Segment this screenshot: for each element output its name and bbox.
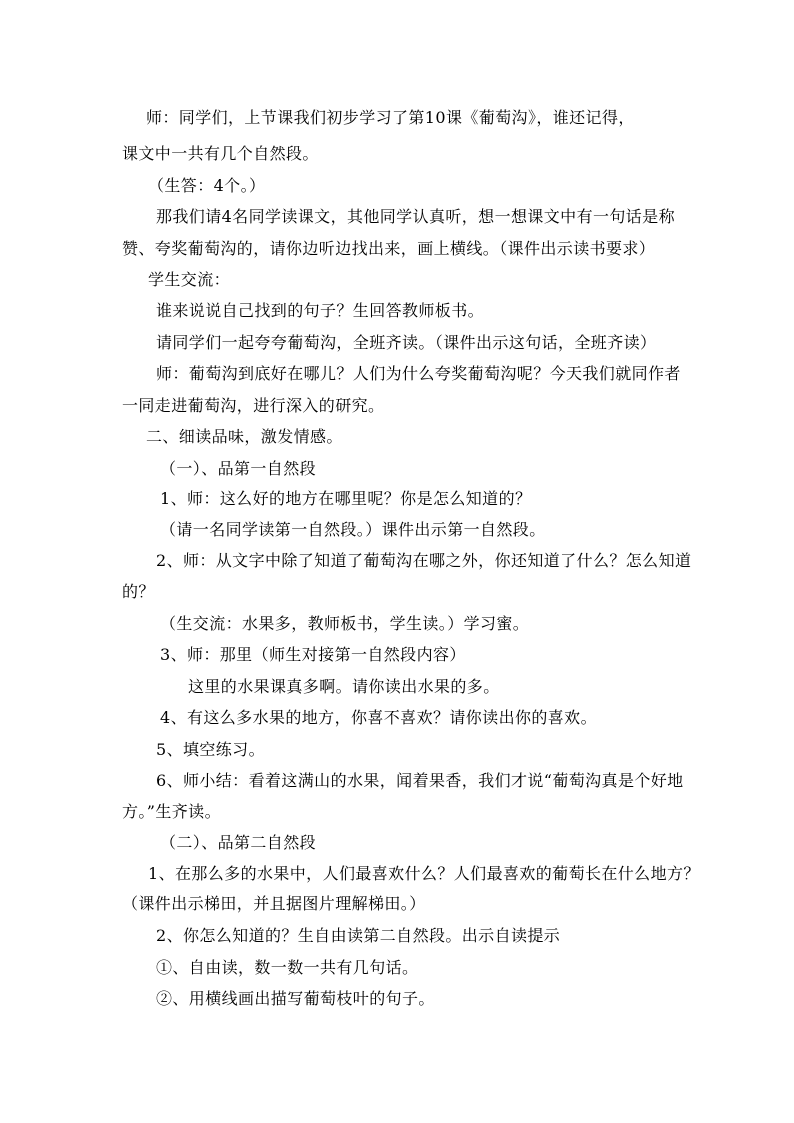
text-line: 的？ [122, 582, 155, 601]
text-line: 2、师：从文字中除了知道了葡萄沟在哪之外，你还知道了什么？怎么知道 [156, 551, 692, 570]
text-line: 课文中一共有几个自然段。 [122, 144, 319, 163]
text-line: 二、细读品味，激发情感。 [146, 427, 343, 446]
text-line: 师：葡萄沟到底好在哪儿？人们为什么夸奖葡萄沟呢？今天我们就同作者 [156, 364, 681, 383]
text-line: 一同走进葡萄沟，进行深入的研究。 [122, 396, 385, 415]
text-line: 2、你怎么知道的？生自由读第二自然段。出示自读提示 [156, 926, 561, 945]
text-line: 赞、夸奖葡萄沟的，请你边听边找出来，画上横线。（课件出示读书要求） [122, 239, 656, 258]
text-line: （生答：4个。） [148, 176, 266, 195]
text-line: 那我们请4名同学读课文，其他同学认真听，想一想课文中有一句话是称 [156, 207, 675, 226]
text-line: （二）、品第二自然段 [160, 833, 317, 852]
text-line: 请同学们一起夸夸葡萄沟，全班齐读。（课件出示这句话，全班齐读） [156, 333, 657, 352]
text-line: 6、师小结：看着这满山的水果，闻着果香，我们才说“葡萄沟真是个好地 [156, 771, 684, 790]
text-line: ②、用横线画出描写葡萄枝叶的句子。 [156, 989, 435, 1008]
text-line: 3、师：那里（师生对接第一自然段内容） [160, 645, 466, 664]
text-line: 5、填空练习。 [156, 740, 265, 759]
text-line: 方。”生齐读。 [122, 802, 221, 821]
text-line: 1、师：这么好的地方在哪里呢？你是怎么知道的？ [160, 489, 532, 508]
text-line: 谁来说说自己找到的句子？生回答教师板书。 [156, 301, 485, 320]
text-line: 4、有这么多水果的地方，你喜不喜欢？请你读出你的喜欢。 [160, 708, 597, 727]
text-line: （请一名同学读第一自然段。）课件出示第一自然段。 [160, 520, 546, 539]
text-line: （生交流：水果多，教师板书，学生读。）学习蜜。 [160, 614, 530, 633]
text-line: ①、自由读，数一数一共有几句话。 [156, 958, 419, 977]
text-line: 学生交流： [148, 270, 231, 289]
text-line: （课件出示梯田，并且据图片理解梯田。） [122, 894, 426, 913]
text-line: 1、在那么多的水果中，人们最喜欢什么？人们最喜欢的葡萄长在什么地方？ [148, 864, 700, 883]
text-line: 这里的水果课真多啊。请你读出水果的多。 [188, 677, 500, 696]
text-line: 师：同学们，上节课我们初步学习了第10课《葡萄沟》，谁还记得， [146, 108, 635, 127]
text-line: （一）、品第一自然段 [160, 459, 317, 478]
